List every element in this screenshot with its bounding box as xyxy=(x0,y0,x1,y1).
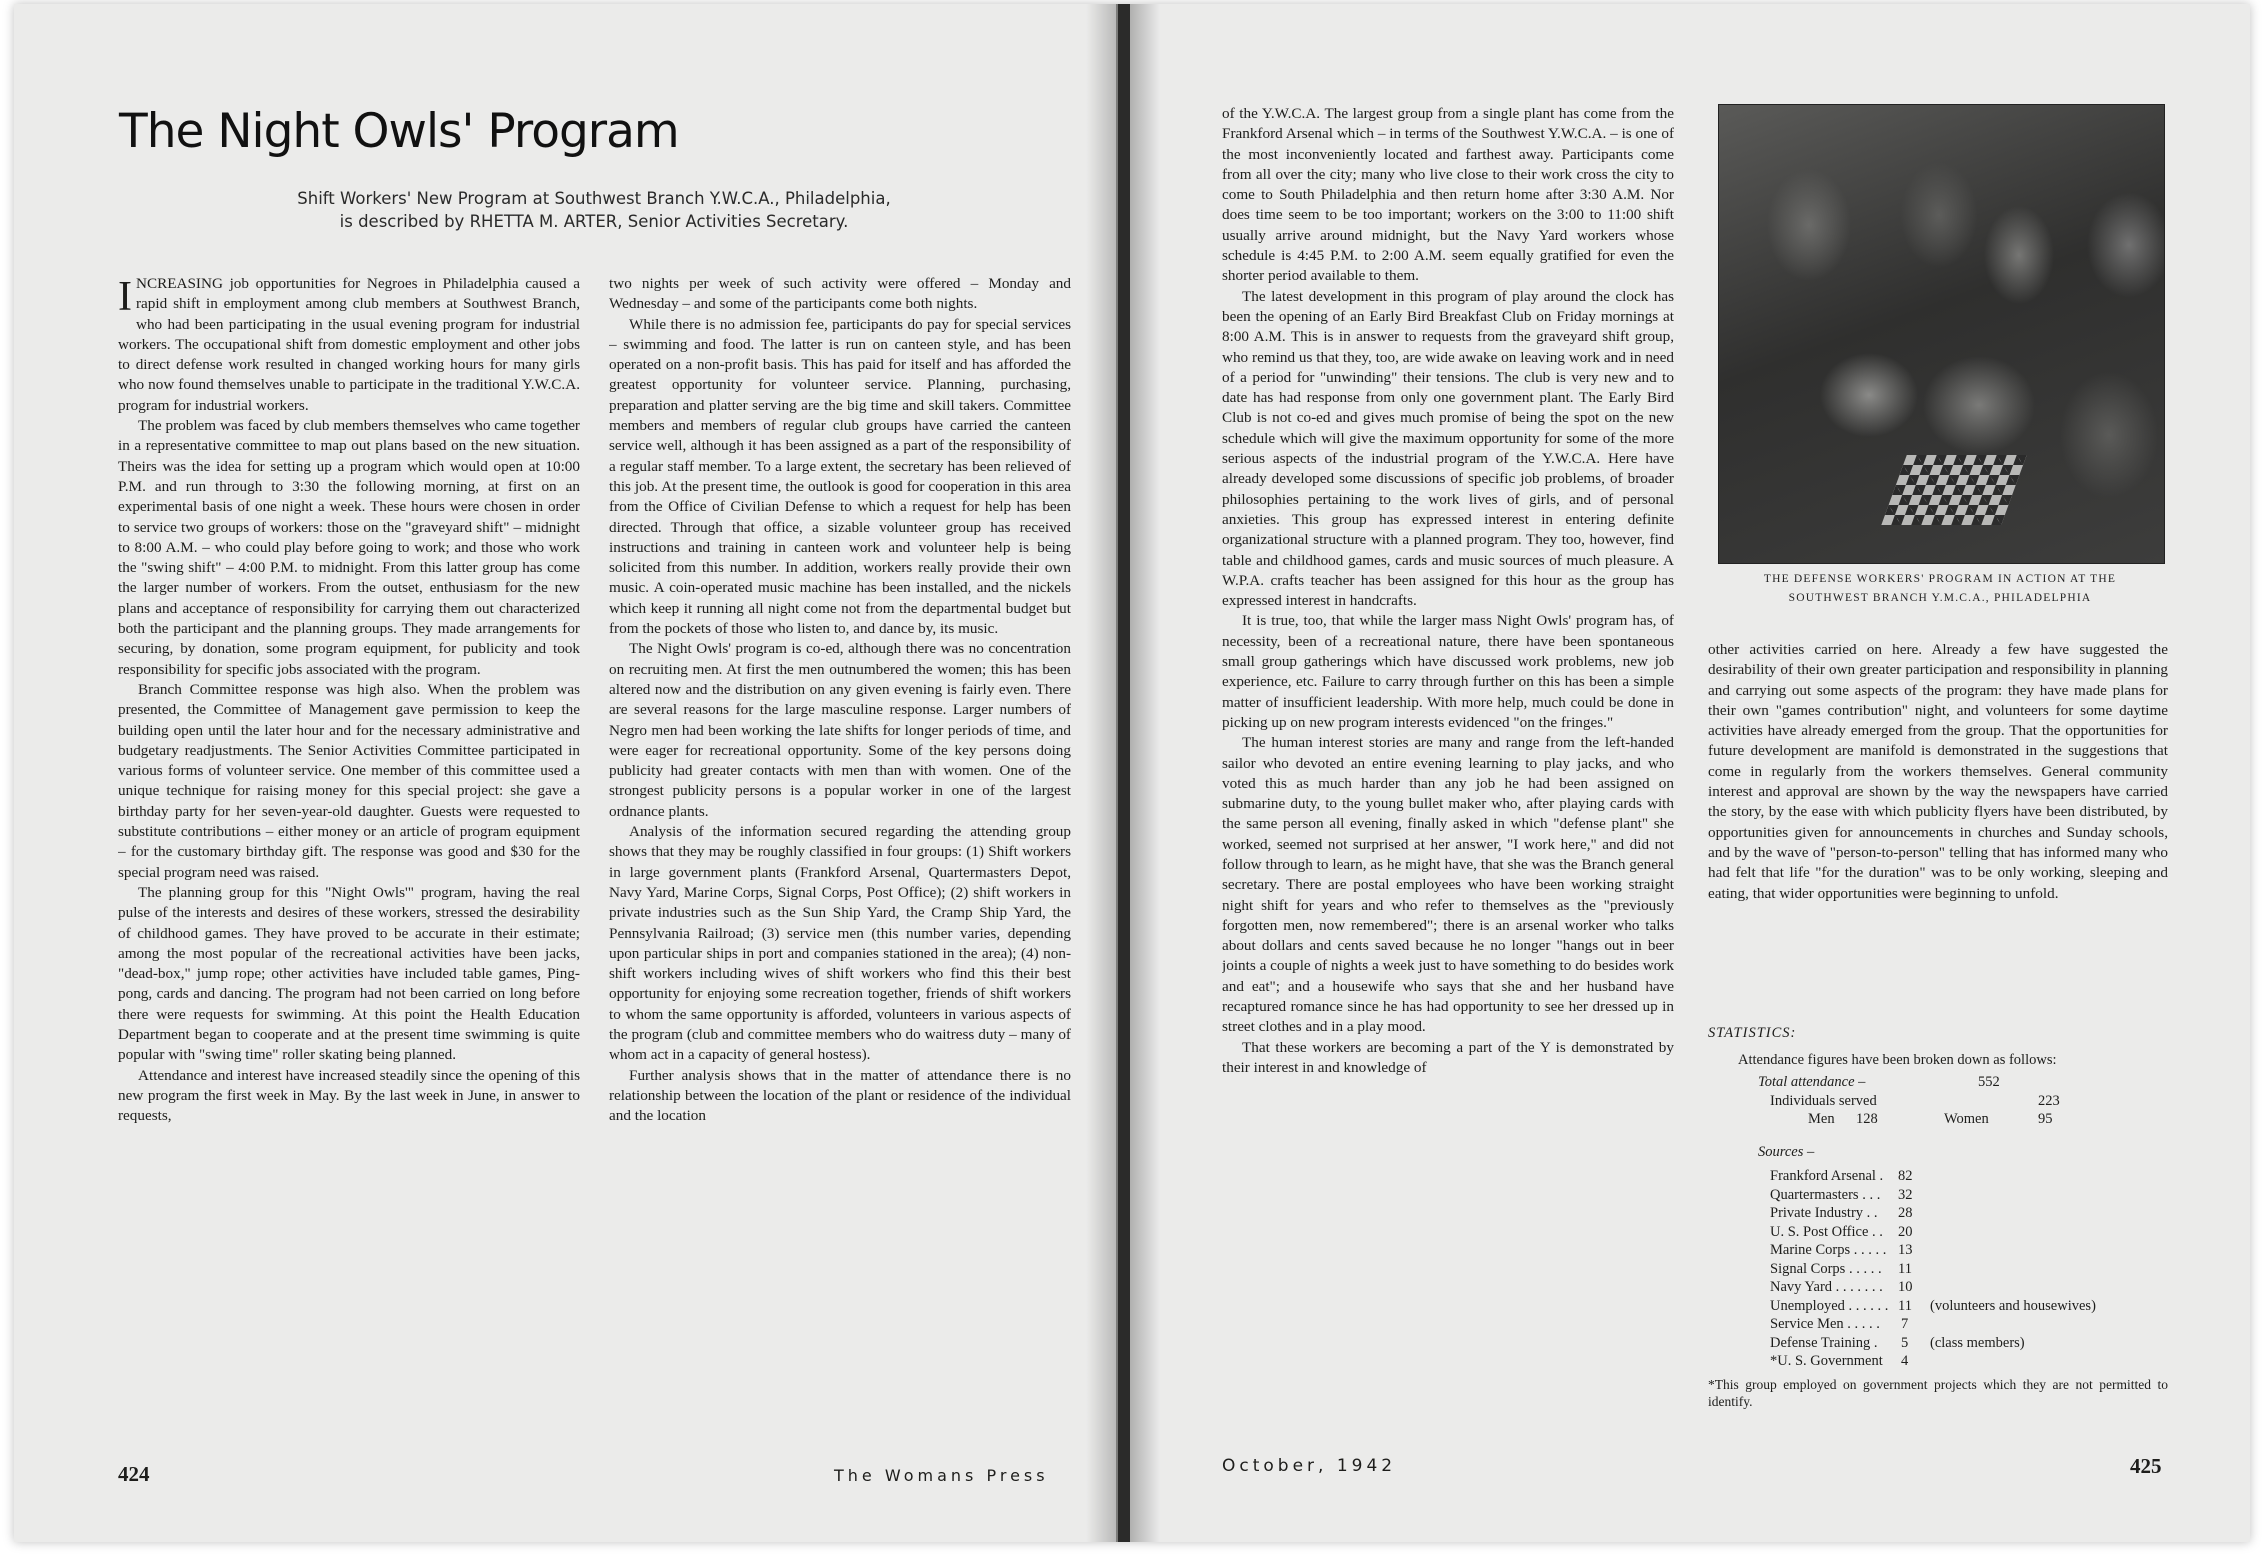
paragraph xyxy=(118,274,580,416)
book-gutter xyxy=(1118,4,1130,1542)
sources-heading: Sources – xyxy=(1758,1143,1815,1160)
source-row xyxy=(1708,1186,2178,1205)
men-value: 128 xyxy=(1856,1111,1878,1127)
source-row xyxy=(1708,1167,2178,1186)
photo-caption xyxy=(1705,570,2175,608)
paragraph: While there is no admission fee, participants do pay for special services – swimming and food. The latter is run on canteen style, and has been operated on a non-profit basis. This has paid for itself and has afforded the greatest opportunity for volunteer service. Planning, purchasing, preparation and platter serving are the big time and skill takers. Committee members and members of regular club groups have carried the canteen service well, although it has been assigned as a part of the responsibility of a regular staff member. To a large extent, the secretary has been relieved of this job. At the present time, the outlook is good for cooperation in this area from the Office of Civilian Defense to which a request for help has been directed. Through that office, a sizable volunteer group has received instructions and training in canteen work and volunteer help is being solicited from this number. In addition, workers really provide their own music. A coin-operated music machine has been installed, and the nickels which keep it running all night come not from the departmental budget but from the pockets of those who listen to, and dance by, its music. xyxy=(609,315,1071,638)
statistics-footnote: *This group employed on government projects which they are not permitted to identify. xyxy=(1708,1377,2168,1409)
article-title: The Night Owls' Program xyxy=(119,104,679,159)
individuals-value: 223 xyxy=(2038,1092,2060,1109)
caption-line: SOUTHWEST BRANCH Y.M.C.A., PHILADELPHIA xyxy=(1788,592,2092,604)
subtitle-line: Shift Workers' New Program at Southwest Branch Y.W.C.A., Philadelphia, xyxy=(297,189,891,208)
source-label: Quartermasters . . . xyxy=(1770,1186,1881,1203)
source-value: 11 xyxy=(1898,1260,1912,1277)
byline: is described by RHETTA M. ARTER, Senior Activities Secretary. xyxy=(339,212,849,231)
magazine-name: The Womans Press xyxy=(834,1466,1049,1485)
statistics-intro: Attendance figures have been broken down as follows: xyxy=(1738,1051,2057,1068)
source-label: Private Industry . . xyxy=(1770,1205,1878,1221)
paragraph: Further analysis shows that in the matter of attendance there is no relationship between the location of the plant or residence of the individual and the location xyxy=(609,1066,1071,1125)
caption-line: THE DEFENSE WORKERS' PROGRAM IN ACTION AT THE xyxy=(1763,573,2117,585)
individuals-label: Individuals served xyxy=(1770,1092,1877,1109)
source-label: Defense Training . xyxy=(1770,1334,1878,1351)
paragraph: other activities carried on here. Already a few have suggested the desirability of their own greater participation and responsibility in planning and carrying out some aspects of the program: they have made plans for their own "games contribution" night, and volunteers for some daytime activities have already emerged from the group. That the opportunities for future development are manifold is demonstrated in the suggestions that come in regularly from the workers themselves. General community interest and approval are shown by the way the newspapers have carried the story, by the ease with which publicity flyers have been distributed, by opportunities given for announcements in churches and Sunday schools, and by the wave of "person-to-person" telling that has informed many who had felt that life "for the duration" was to be only working, sleeping and eating, that wider opportunities were beginning to unfold. xyxy=(1708,641,2168,902)
source-label: U. S. Post Office . . xyxy=(1770,1223,1883,1240)
total-label: Total attendance – xyxy=(1758,1074,1866,1090)
paragraph: two nights per week of such activity were offered – Monday and Wednesday – and some of the participants come both nights. xyxy=(609,275,1071,313)
source-label: Service Men . . . . . xyxy=(1770,1316,1880,1332)
paragraph: The human interest stories are many and range from the left-handed sailor who devoted an entire evening learning to play jacks, and who voted this as much harder than any job he had been assigned on submarine duty, to the young bullet maker who, after playing cards with the same person all evening, finally asked in which "defense plant" she worked, seemed not surprised at her answer, "I work here," and did not follow through to learn, as he might have, that she was the Branch general secretary. There are postal employees who have been working straight night shift for years and who refer to themselves as the "previously forgotten men, now remembered"; there is an arsenal worker who talks about dollars and cents saved because he no longer "hangs out in beer joints a couple of nights a week just to have something to do besides work and eat"; and a housewife who says that she and her husband have recaptured romance since he has had opportunity to see her dressed up in street clothes and in a play mood. xyxy=(1222,734,1674,1036)
issue-dateline: October, 1942 xyxy=(1222,1456,1397,1476)
page-number-left: 424 xyxy=(118,1462,150,1486)
gender-row xyxy=(1708,1110,2178,1129)
source-value: 82 xyxy=(1898,1168,1913,1184)
women-label: Women xyxy=(1944,1111,1989,1127)
source-note: (volunteers and housewives) xyxy=(1930,1297,2096,1314)
source-label: Marine Corps . . . . . xyxy=(1770,1242,1887,1258)
paragraph: The Night Owls' program is co-ed, although there was no concentration on recruiting men. At first the men outnumbered the women; this has been altered now and the distribution on any given evening is fairly even. There are several reasons for the large masculine response. Larger numbers of Negro men had been working the late shifts for longer periods of time, and were eager for recreational opportunity. Some of the key persons doing publicity had greater contacts with men than with women. One of the strongest publicity persons is a popular worker in one of the largest ordnance plants. xyxy=(609,640,1071,820)
total-value: 552 xyxy=(1978,1074,2000,1090)
source-value: 11 xyxy=(1898,1297,1912,1314)
statistics-heading: STATISTICS: xyxy=(1708,1025,1797,1041)
article-subtitle xyxy=(214,187,974,233)
source-note: (class members) xyxy=(1930,1334,2025,1351)
paragraph: Branch Committee response was high also. When the problem was presented, the Committee of Management gave permission to keep the building open until the later hour and for the necessary administrative and budgetary readjustments. The Senior Activities Committee participated in various forms of volunteer service. One member of this committee used a unique technique for raising money for this special project: she gave a birthday party for her seven-year-old daughter. Guests were requested to substitute contributions – either money or an article of program equipment – for the customary birthday gift. The response was good and $30 for the special program need was raised. xyxy=(118,680,580,881)
source-row xyxy=(1708,1260,2178,1279)
paragraph-text: NCREASING job opportunities for Negroes in Philadelphia caused a rapid shift in employment among club members at Southwest Branch, who had been participating in the usual evening program for industrial workers. The occupational shift from domestic employment and other jobs to direct defense work resulted in changed working hours for many girls who now found themselves unable to participate in the traditional Y.W.C.A. program for industrial workers. xyxy=(118,275,580,414)
men-label: Men xyxy=(1808,1111,1835,1127)
paragraph: The latest development in this program of play around the clock has been the opening of an Early Bird Breakfast Club on Friday mornings at 8:00 A.M. This is in answer to requests from the graveyard shift group, who remind us that they, too, are wide awake on leaving work and in need of a period for "unwinding" their tensions. The club is very new and to date has had response from only one government plant. The Early Bird Club is not co-ed and gives much promise of being the spot on the new schedule which will give the maximum opportunity for some of the more serious aspects of the industrial program of the Y.W.C.A. Here have already developed some discussions of specific job problems, of broader philosophies pertaining to the work lives of girls, and of personal anxieties. This group has expressed interest in entering definite organizational structure with a planned program. They too, however, find table and childhood games, cards and music sources of much pleasure. A W.P.A. crafts teacher has been assigned for this hour as the group has expressed interest in handcrafts. xyxy=(1222,287,1674,610)
paragraph: It is true, too, that while the larger mass Night Owls' program has, of necessity, been of a recreational nature, there have been spontaneous small group gatherings which have discussed work problems, new job experience, etc. Failure to carry through further on this has been a simple matter of insufficient leadership. With more help, much could be done in picking up on new program interests evidenced "on the fringes." xyxy=(1222,612,1674,731)
left-page xyxy=(14,4,1126,1542)
left-column-1 xyxy=(118,274,580,1424)
source-label: Unemployed . . . . . . xyxy=(1770,1297,1889,1314)
page-number-right: 425 xyxy=(2130,1454,2162,1478)
source-label: Navy Yard . . . . . . . xyxy=(1770,1279,1883,1295)
source-value: 20 xyxy=(1898,1223,1913,1240)
paragraph: Analysis of the information secured regarding the attending group shows that they may be roughly classified in four groups: (1) Shift workers in large government plants (Frankford Arsenal, Quartermasters Depot, Navy Yard, Marine Corps, Signal Corps, Post Office); (2) shift workers in private industries such as the Sun Ship Yard, the Cramp Ship Yard, the Pennsylvania Railroad; (3) service men (this number varies, depending upon particular ships in port and companies stationed in the area); (4) non-shift workers including wives of shift workers who find this their best opportunity for enjoying some recreation together, friends of shift workers to whom the same opportunity is afforded, volunteers in various aspects of the program (club and committee members who do waitress duty – many of whom act in a capacity of general hostess). xyxy=(609,823,1071,1064)
source-row xyxy=(1708,1315,2178,1334)
checkerboard xyxy=(1881,455,2026,525)
source-row xyxy=(1708,1297,2178,1316)
total-attendance-row xyxy=(1708,1073,2178,1092)
source-row xyxy=(1708,1223,2178,1242)
source-row xyxy=(1708,1241,2178,1260)
source-label: Signal Corps . . . . . xyxy=(1770,1260,1882,1277)
individuals-row xyxy=(1708,1092,2178,1111)
paragraph: That these workers are becoming a part of the Y is demonstrated by their interest in and knowledge of xyxy=(1222,1038,1674,1076)
drop-cap: I xyxy=(118,274,132,320)
right-column-1 xyxy=(1222,104,1674,1404)
source-row xyxy=(1708,1278,2178,1297)
source-label: *U. S. Government xyxy=(1770,1353,1883,1369)
source-value: 28 xyxy=(1898,1205,1913,1221)
sources-heading-row xyxy=(1708,1143,2178,1162)
source-value: 4 xyxy=(1901,1353,1909,1369)
source-value: 5 xyxy=(1901,1334,1909,1351)
paragraph: The problem was faced by club members themselves who came together in a representative committee to map out plans based on the new situation. Theirs was the idea for setting up a program which would open at 10:00 P.M. and run through to 3:30 the following morning, at first on an experimental basis of one night a week. These hours were chosen in order to service two groups of workers: those on the "graveyard shift" – midnight to 8:00 A.M. – who could play before going to work; and those who work the "swing shift" – 4:00 P.M. to midnight. From this latter group has come the larger number of workers. From the outset, enthusiasm for the new plans and acceptance of responsibility for carrying them out characterized both the participant and the planning groups. They made arrangements for securing, by donation, some program equipment, for publicity and took responsibility for specific jobs associated with the program. xyxy=(118,417,580,678)
paragraph: of the Y.W.C.A. The largest group from a single plant has come from the Frankford Arsenal which – in terms of the Southwest Y.W.C.A. – is one of the most inconveniently located and farthest away. Participants come from all over the city; many who live close to their work cross the city to come to South Philadelphia and then return home after 3:30 A.M. Nor does time seem to be too important; workers on the 3:00 to 11:00 shift usually arrive around midnight, but the Navy Yard workers whose schedule is 4:45 P.M. to 2:00 A.M. seem equally gratified for even the shorter period available to them. xyxy=(1222,105,1674,285)
paragraph: The planning group for this "Night Owls'" program, having the real pulse of the interests and desires of these workers, stressed the desirability of childhood games. They have proved to be accurate in their estimate; among the most popular of the recreational activities have been jacks, "dead-box," jump rope; other activities have included table games, Ping-pong, cards and dancing. The program had not been carried on long before there were requests for swimming. At this point the Health Education Department began to cooperate and at the present time swimming is quite popular with "swing time" roller skating being planned. xyxy=(118,883,580,1064)
source-value: 13 xyxy=(1898,1242,1913,1258)
source-row xyxy=(1708,1204,2178,1223)
source-row xyxy=(1708,1334,2178,1353)
source-row xyxy=(1708,1352,2178,1371)
source-value: 32 xyxy=(1898,1186,1913,1203)
magazine-spread xyxy=(14,4,2250,1542)
defense-workers-photo xyxy=(1718,104,2165,564)
women-value: 95 xyxy=(2038,1111,2053,1127)
right-page xyxy=(1130,4,2250,1542)
sources-list xyxy=(1708,1167,2178,1371)
paragraph: Attendance and interest have increased steadily since the opening of this new program the first week in May. By the last week in June, in answer to requests, xyxy=(118,1066,580,1125)
statistics-block xyxy=(1708,1024,2178,1371)
source-value: 10 xyxy=(1898,1279,1913,1295)
left-column-2 xyxy=(609,274,1071,1424)
source-value: 7 xyxy=(1901,1316,1909,1332)
source-label: Frankford Arsenal . xyxy=(1770,1168,1884,1184)
